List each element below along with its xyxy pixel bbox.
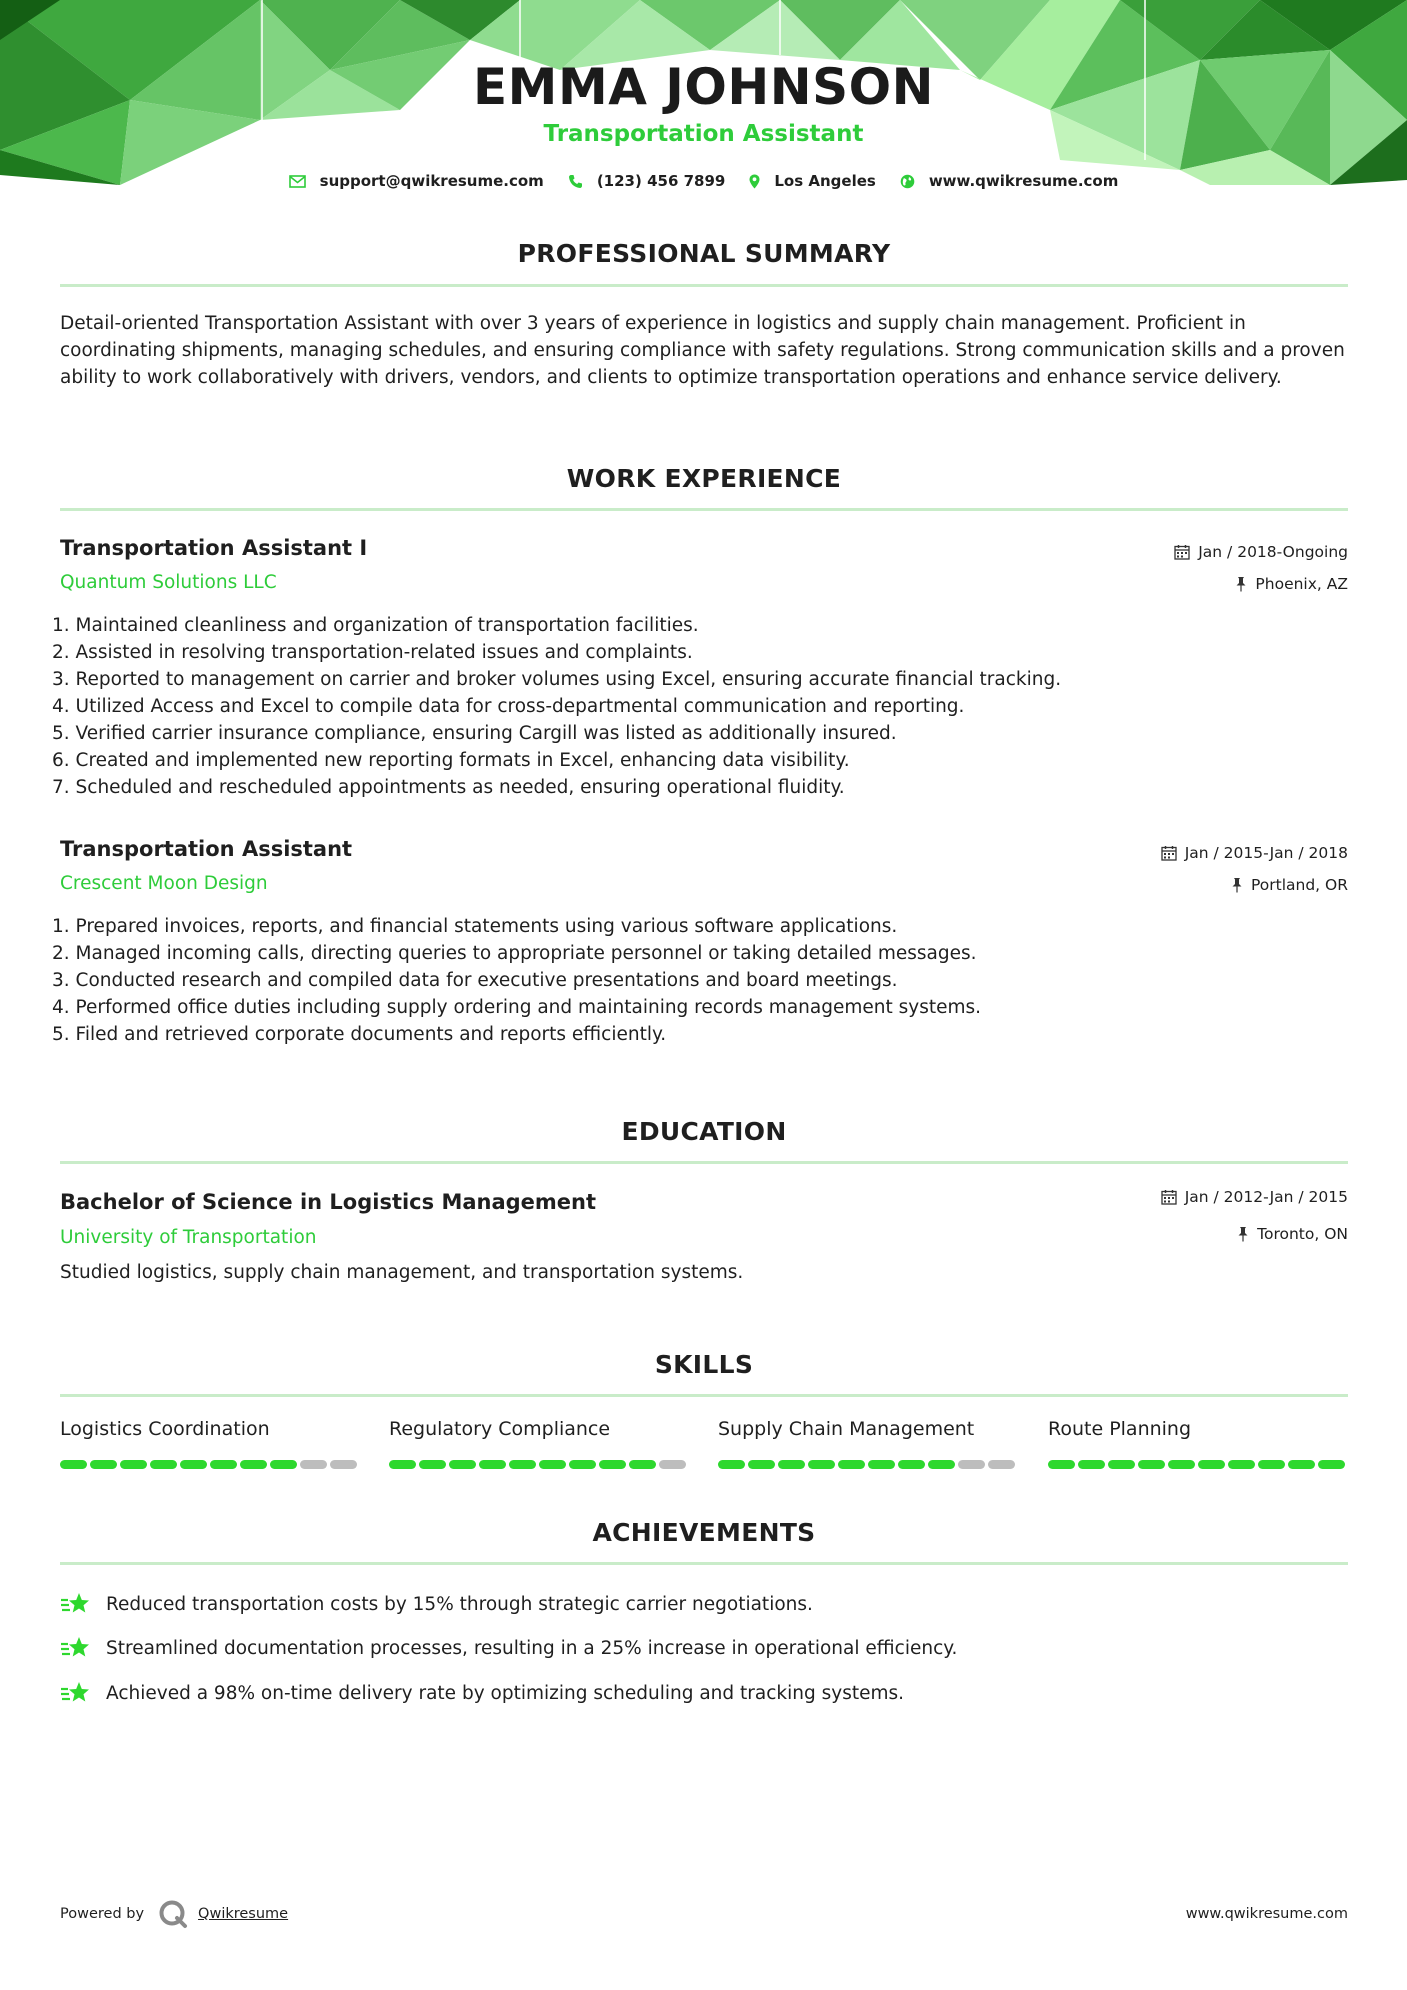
list-item: 5. Filed and retrieved corporate documents and reports efficiently.	[52, 1024, 667, 1045]
skill-name: Route Planning	[1048, 1418, 1192, 1440]
skill-segment-filled	[120, 1460, 147, 1469]
email-text: support@qwikresume.com	[319, 172, 544, 190]
job-1-bullets	[52, 612, 1352, 801]
skill-segment-filled	[449, 1460, 476, 1469]
shooting-star-icon	[60, 1679, 92, 1707]
achievements-heading: ACHIEVEMENTS	[592, 1518, 816, 1547]
job-2-location-text: Portland, OR	[1250, 876, 1348, 894]
skill-segment-filled	[1228, 1460, 1255, 1469]
summary-text: Detail-oriented Transportation Assistant with over 3 years of experience in logistics and supply chain management. Proficient in coordinating shipments, managing schedules, and ensuring compliance with safety regulations. Strong communication skills and a proven ability to work collaboratively with drivers, vendors, and clients to optimize transportation operations and enhance service delivery.	[60, 313, 1345, 388]
skill-segment-filled	[60, 1460, 87, 1469]
education-location-text: Toronto, ON	[1257, 1225, 1348, 1243]
skill-segment-filled	[868, 1460, 895, 1469]
list-item: 4. Performed office duties including supply ordering and maintaining records management systems.	[52, 997, 982, 1018]
candidate-name: EMMA JOHNSON	[473, 58, 934, 116]
summary-heading: PROFESSIONAL SUMMARY	[517, 239, 891, 268]
pushpin-icon	[1237, 1226, 1249, 1242]
job-1-location-text: Phoenix, AZ	[1255, 575, 1348, 593]
skill-segment-filled	[1318, 1460, 1345, 1469]
job-1-company: Quantum Solutions LLC	[60, 572, 277, 593]
achievement-text: Streamlined documentation processes, resulting in a 25% increase in operational efficiency.	[106, 1637, 958, 1659]
skill-segment-filled	[1078, 1460, 1105, 1469]
job-2-company: Crescent Moon Design	[60, 873, 268, 894]
list-item: 2. Managed incoming calls, directing queries to appropriate personnel or taking detailed messages.	[52, 943, 977, 964]
contact-email[interactable]	[289, 172, 544, 190]
achievement-text: Achieved a 98% on-time delivery rate by optimizing scheduling and tracking systems.	[106, 1682, 905, 1704]
skill-segment-filled	[629, 1460, 656, 1469]
list-item: 4. Utilized Access and Excel to compile data for cross-departmental communication and reporting.	[52, 696, 965, 717]
skill-segment-filled	[1168, 1460, 1195, 1469]
skill-segment-filled	[718, 1460, 745, 1469]
skill-segment-filled	[569, 1460, 596, 1469]
job-2-bullets	[52, 913, 1352, 1048]
skill-segment-filled	[479, 1460, 506, 1469]
phone-icon	[568, 174, 583, 189]
skill-segment-filled	[1288, 1460, 1315, 1469]
skill-segment-filled	[1258, 1460, 1285, 1469]
job-2-date-text: Jan / 2015-Jan / 2018	[1184, 844, 1348, 862]
education-divider	[60, 1161, 1348, 1164]
skills-divider	[60, 1394, 1348, 1397]
job-2-location	[1231, 876, 1348, 894]
skill-segment-empty	[958, 1460, 985, 1469]
experience-divider	[60, 508, 1348, 511]
calendar-icon	[1161, 845, 1177, 861]
skill-segment-filled	[90, 1460, 117, 1469]
skill-segment-filled	[898, 1460, 925, 1469]
calendar-icon	[1174, 544, 1190, 560]
skill-segment-filled	[150, 1460, 177, 1469]
skill-regulatory-compliance	[389, 1418, 689, 1440]
skill-segment-filled	[1108, 1460, 1135, 1469]
shooting-star-icon	[60, 1634, 92, 1662]
contact-row	[0, 172, 1407, 190]
skill-segment-filled	[539, 1460, 566, 1469]
powered-by-label: Powered by	[60, 1906, 145, 1922]
list-item: 7. Scheduled and rescheduled appointments as needed, ensuring operational fluidity.	[52, 777, 845, 798]
skill-segment-empty	[988, 1460, 1015, 1469]
skill-name: Regulatory Compliance	[389, 1418, 611, 1440]
education-degree: Bachelor of Science in Logistics Management	[60, 1190, 597, 1214]
footer-website-link[interactable]: www.qwikresume.com	[1185, 1906, 1348, 1922]
skill-name: Logistics Coordination	[60, 1418, 270, 1440]
education-school: University of Transportation	[60, 1227, 317, 1248]
candidate-title: Transportation Assistant	[543, 121, 864, 147]
skill-segment-empty	[330, 1460, 357, 1469]
contact-website[interactable]	[900, 172, 1119, 190]
list-item: 6. Created and implemented new reporting formats in Excel, enhancing data visibility.	[52, 750, 850, 771]
location-text: Los Angeles	[774, 172, 876, 190]
experience-heading: WORK EXPERIENCE	[566, 464, 842, 493]
skill-segment-filled	[180, 1460, 207, 1469]
education-description: Studied logistics, supply chain management, and transportation systems.	[60, 1262, 744, 1283]
website-text: www.qwikresume.com	[928, 172, 1119, 190]
calendar-icon	[1161, 1189, 1177, 1205]
achievement-item	[60, 1590, 813, 1618]
job-2-role: Transportation Assistant	[60, 837, 353, 861]
list-item: 5. Verified carrier insurance compliance, ensuring Cargill was listed as additionally insured.	[52, 723, 897, 744]
education-heading: EDUCATION	[621, 1117, 787, 1146]
skill-level-bar	[1048, 1460, 1348, 1469]
achievement-item	[60, 1634, 957, 1662]
skill-logistics-coordination	[60, 1418, 360, 1440]
list-item: 1. Prepared invoices, reports, and financial statements using various software applications.	[52, 916, 898, 937]
skill-name: Supply Chain Management	[718, 1418, 975, 1440]
summary-divider	[60, 284, 1348, 287]
contact-location	[749, 172, 875, 190]
skill-segment-empty	[659, 1460, 686, 1469]
list-item: 1. Maintained cleanliness and organization of transportation facilities.	[52, 615, 699, 636]
skill-segment-filled	[389, 1460, 416, 1469]
education-date	[1161, 1188, 1348, 1206]
skill-route-planning	[1048, 1418, 1348, 1440]
education-location	[1237, 1225, 1348, 1243]
globe-icon	[900, 174, 915, 189]
skill-segment-filled	[808, 1460, 835, 1469]
skill-level-bar	[718, 1460, 1018, 1469]
job-1-date-text: Jan / 2018-Ongoing	[1198, 543, 1348, 561]
list-item: 3. Reported to management on carrier and broker volumes using Excel, ensuring accurate financial tracking.	[52, 669, 1062, 690]
skill-segment-filled	[1048, 1460, 1075, 1469]
skill-segment-filled	[928, 1460, 955, 1469]
skill-segment-empty	[300, 1460, 327, 1469]
skill-segment-filled	[1138, 1460, 1165, 1469]
list-item: 2. Assisted in resolving transportation-related issues and complaints.	[52, 642, 693, 663]
job-1-role: Transportation Assistant I	[60, 536, 368, 560]
skill-segment-filled	[1198, 1460, 1225, 1469]
skill-supply-chain-management	[718, 1418, 1018, 1440]
achievement-text: Reduced transportation costs by 15% through strategic carrier negotiations.	[106, 1593, 813, 1615]
job-2-date	[1161, 844, 1348, 862]
skill-segment-filled	[509, 1460, 536, 1469]
achievements-divider	[60, 1562, 1348, 1565]
skill-segment-filled	[748, 1460, 775, 1469]
job-1-location	[1235, 575, 1348, 593]
skill-segment-filled	[210, 1460, 237, 1469]
job-1-date	[1174, 543, 1348, 561]
skill-segment-filled	[270, 1460, 297, 1469]
achievement-item	[60, 1679, 904, 1707]
contact-phone[interactable]	[568, 172, 726, 190]
skill-segment-filled	[599, 1460, 626, 1469]
footer-powered-by	[60, 1899, 288, 1929]
skill-segment-filled	[778, 1460, 805, 1469]
skill-segment-filled	[419, 1460, 446, 1469]
shooting-star-icon	[60, 1590, 92, 1618]
map-pin-icon	[749, 174, 760, 189]
skill-level-bar	[389, 1460, 689, 1469]
skill-segment-filled	[240, 1460, 267, 1469]
pushpin-icon	[1235, 576, 1247, 592]
skill-level-bar	[60, 1460, 360, 1469]
qwikresume-logo-icon	[158, 1899, 188, 1929]
education-date-text: Jan / 2012-Jan / 2015	[1184, 1188, 1348, 1206]
skill-segment-filled	[838, 1460, 865, 1469]
list-item: 3. Conducted research and compiled data for executive presentations and board meetings.	[52, 970, 898, 991]
qwikresume-link[interactable]: Qwikresume	[198, 1906, 289, 1922]
phone-text: (123) 456 7899	[596, 172, 726, 190]
skills-heading: SKILLS	[654, 1350, 754, 1379]
envelope-icon	[289, 175, 306, 188]
pushpin-icon	[1231, 877, 1243, 893]
